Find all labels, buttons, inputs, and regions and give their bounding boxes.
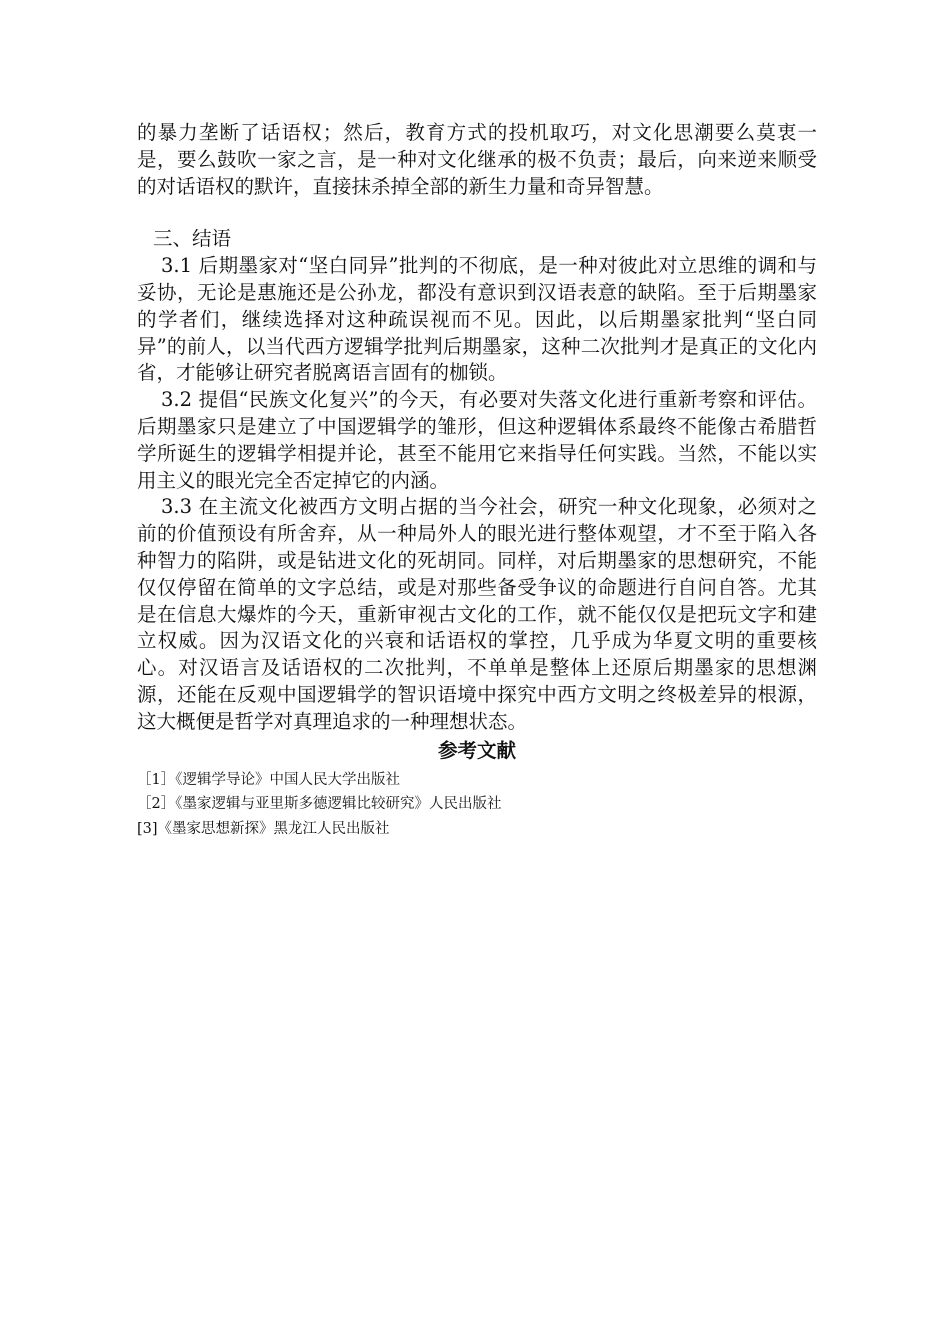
- reference-item-3: [3]《墨家思想新探》黑龙江人民出版社: [137, 820, 390, 837]
- paragraph-3-2: 3.2 提倡“民族文化复兴”的今天，有必要对失落文化进行重新考察和评估。后期墨家只是建立了中国逻辑学的雏形，但这种逻辑体系最终不能像古希腊哲学所诞生的逻辑学相提并论，甚至不能用它来指导任何实践。当然，不能以实用主义的眼光完全否定掉它的内涵。: [137, 388, 817, 492]
- references-title: 参考文献: [437, 738, 516, 762]
- intro-paragraph: 的暴力垄断了话语权；然后，教育方式的投机取巧，对文化思潮要么莫衷一是，要么鼓吹一家之言，是一种对文化继承的极不负责；最后，向来逆来顺受的对话语权的默许，直接抹杀掉全部的新生力量和奇异智慧。: [137, 121, 817, 198]
- document-page: [137, 120, 817, 841]
- references-list: [137, 768, 817, 842]
- paragraph-3-3: 3.3 在主流文化被西方文明占据的当今社会，研究一种文化现象，必须对之前的价值预设有所舍弃，从一种局外人的眼光进行整体观望，才不至于陷入各种智力的陷阱，或是钻进文化的死胡同。同样，对后期墨家的思想研究，不能仅仅停留在简单的文字总结，或是对那些备受争议的命题进行自问自答。尤其是在信息大爆炸的今天，重新审视古文化的工作，就不能仅仅是把玩文字和建立权威。因为汉语文化的兴衰和话语权的掌控，几乎成为华夏文明的重要核心。对汉语言及话语权的二次批判，不单单是整体上还原后期墨家的思想渊源，还能在反观中国逻辑学的智识语境中探究中西方文明之终极差异的根源，这大概便是哲学对真理追求的一种理想状态。: [137, 495, 817, 733]
- section-heading-conclusion: 三、结语: [153, 227, 232, 251]
- paragraph-3-1: 3.1 后期墨家对“坚白同异”批判的不彻底，是一种对彼此对立思维的调和与妥协，无论是惠施还是公孙龙，都没有意识到汉语表意的缺陷。至于后期墨家的学者们，继续选择对这种疏误视而不见。因此，以后期墨家批判“坚白同异”的前人，以当代西方逻辑学批判后期墨家，这种二次批判才是真正的文化内省，才能够让研究者脱离语言固有的枷锁。: [137, 254, 817, 385]
- reference-item-1: ［1］《逻辑学导论》中国人民大学出版社: [137, 771, 400, 788]
- reference-item-2: ［2］《墨家逻辑与亚里斯多德逻辑比较研究》人民出版社: [137, 796, 502, 813]
